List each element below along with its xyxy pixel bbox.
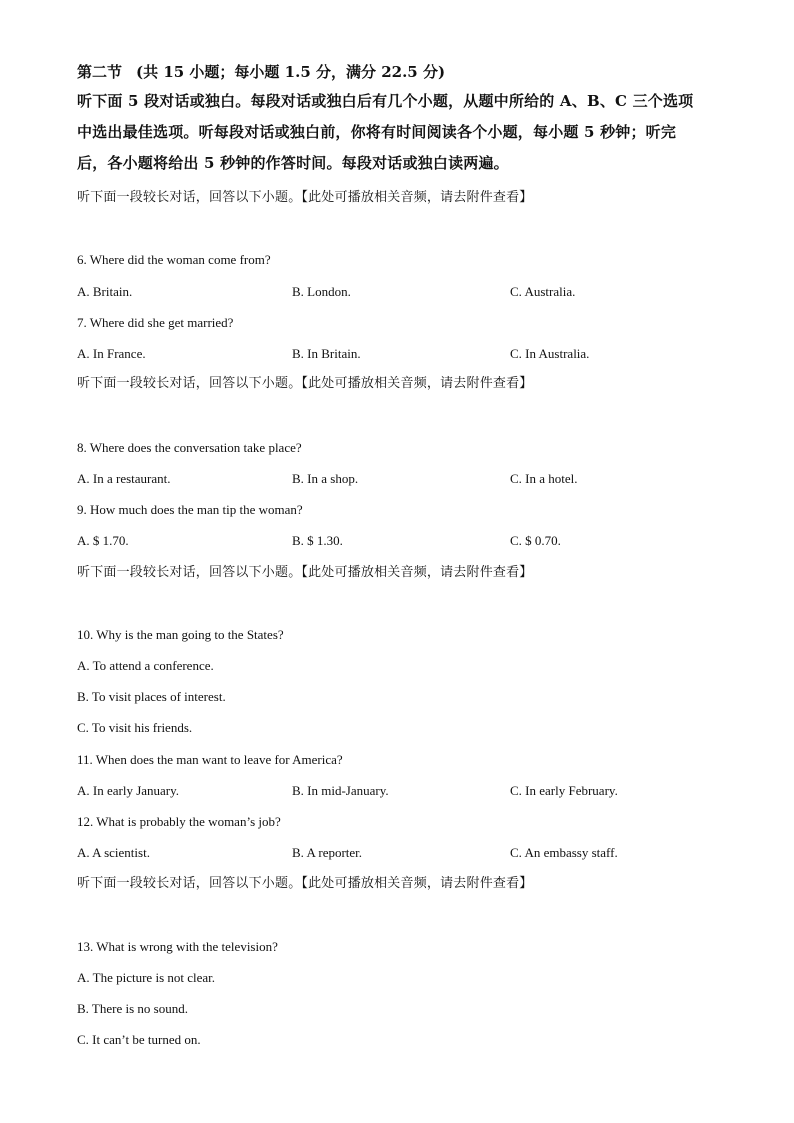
option-b: B. In Britain. [292, 346, 361, 361]
option-a: A. $ 1.70. [77, 533, 129, 548]
section-instruction-line: 后，各小题将给出 5 秒钟的作答时间。每段对话或独白读两遍。 [77, 154, 509, 172]
option-b: B. A reporter. [292, 845, 363, 860]
option-c: C. In Australia. [510, 346, 590, 361]
option-b: B. To visit places of interest. [77, 689, 226, 704]
option-b: B. There is no sound. [77, 1001, 188, 1016]
option-a: A. To attend a conference. [77, 658, 214, 673]
option-a: A. The picture is not clear. [77, 970, 216, 985]
audio-note: 听下面一段较长对话，回答以下小题。【此处可播放相关音频，请去附件查看】 [77, 376, 533, 391]
option-a: A. In a restaurant. [77, 471, 171, 486]
question-stem: 7. Where did she get married? [77, 315, 234, 330]
question-stem: 13. What is wrong with the television? [77, 939, 278, 954]
option-c: C. An embassy staff. [510, 845, 618, 860]
option-b: B. In a shop. [292, 471, 359, 486]
audio-note: 听下面一段较长对话，回答以下小题。【此处可播放相关音频，请去附件查看】 [77, 190, 533, 205]
option-b: B. London. [292, 284, 351, 299]
section-title: 第二节 [77, 63, 123, 81]
option-a: A. In early January. [77, 783, 180, 798]
option-a: A. Britain. [77, 284, 133, 299]
option-a: A. In France. [77, 346, 146, 361]
option-b: B. In mid-January. [292, 783, 389, 798]
section-instruction-line: 听下面 5 段对话或独白。每段对话或独白后有几个小题，从题中所给的 A、B、C 三个选项 [77, 92, 694, 110]
option-b: B. $ 1.30. [292, 533, 343, 548]
option-c: C. Australia. [510, 284, 576, 299]
question-stem: 11. When does the man want to leave for America? [77, 752, 343, 767]
question-stem: 6. Where did the woman come from? [77, 252, 271, 267]
audio-note: 听下面一段较长对话，回答以下小题。【此处可播放相关音频，请去附件查看】 [77, 876, 533, 891]
section-score-info: (共 15 小题；每小题 1.5 分，满分 22.5 分) [136, 63, 446, 81]
option-c: C. It can’t be turned on. [77, 1032, 201, 1047]
section-instruction-line: 中选出最佳选项。听每段对话或独白前，你将有时间阅读各个小题，每小题 5 秒钟；听完 [77, 123, 677, 141]
question-stem: 8. Where does the conversation take place? [77, 440, 302, 455]
option-a: A. A scientist. [77, 845, 150, 860]
question-stem: 9. How much does the man tip the woman? [77, 502, 303, 517]
audio-note: 听下面一段较长对话，回答以下小题。【此处可播放相关音频，请去附件查看】 [77, 565, 533, 580]
section-title-line [77, 58, 737, 86]
question-stem: 12. What is probably the woman’s job? [77, 814, 281, 829]
section-header [77, 58, 737, 179]
option-c: C. In early February. [510, 783, 618, 798]
option-c: C. $ 0.70. [510, 533, 561, 548]
option-c: C. To visit his friends. [77, 720, 193, 735]
option-c: C. In a hotel. [510, 471, 578, 486]
question-stem: 10. Why is the man going to the States? [77, 627, 284, 642]
